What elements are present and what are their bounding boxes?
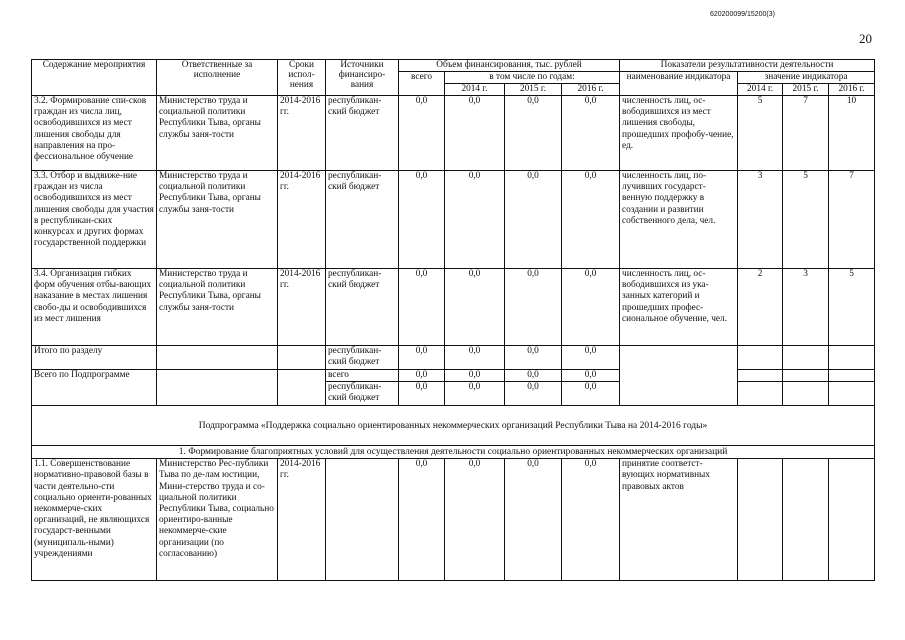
cell-v2015: 5 (783, 171, 829, 269)
cell-f2016: 0,0 (562, 382, 620, 406)
header-content: Содержание мероприятия (32, 60, 157, 96)
header-f2016: 2016 г. (562, 84, 620, 96)
cell-content: 3.2. Формирование спи-сков граждан из числа лиц, освободившихся из мест лишения свободы для направления на про-фессиональное обучение (32, 96, 157, 171)
cell-content: 1.1. Совершенствование нормативно-правовой базы в части деятельно-сти социально ориенти-рованных некоммерче-ских организаций, не являющихся государст-венными (муниципаль-ными) учреждениями (32, 459, 157, 581)
cell-v2014: 5 (738, 96, 783, 171)
header-by-year: в том числе по годам: (445, 72, 620, 84)
cell-v2016: 5 (829, 269, 875, 346)
header-funding-group: Объем финансирования, тыс. рублей (399, 60, 620, 72)
header-indicator-name: наименование индикатора (620, 72, 738, 96)
cell-f2014: 0,0 (445, 96, 505, 171)
cell-f2015: 0,0 (505, 269, 562, 346)
section-total-row (32, 346, 875, 370)
cell-f2016: 0,0 (562, 171, 620, 269)
cell-v2016: 10 (829, 96, 875, 171)
cell-source: республикан-ский бюджет (326, 346, 399, 370)
cell-total: 0,0 (399, 459, 445, 581)
cell-terms: 2014-2016 гг. (278, 459, 326, 581)
header-total: всего (399, 72, 445, 96)
cell-indicator: численность лиц, ос-вободившихся из ука-занных категорий и прошедших профес-сиональное обучение, чел. (620, 269, 738, 346)
header-f2014: 2014 г. (445, 84, 505, 96)
task-title-row (32, 446, 875, 459)
header-f2015: 2015 г. (505, 84, 562, 96)
cell-f2016: 0,0 (562, 346, 620, 370)
cell-f2016: 0,0 (562, 96, 620, 171)
header-indicator-value: значение индикатора (738, 72, 875, 84)
cell-f2016: 0,0 (562, 459, 620, 581)
cell-terms: 2014-2016 гг. (278, 96, 326, 171)
cell-v2016: 7 (829, 171, 875, 269)
cell-indicator: численность лиц, ос-вободившихся из мест лишения свободы, прошедших профобу-чение, ед. (620, 96, 738, 171)
header-responsible: Ответственные за исполнение (157, 60, 278, 96)
cell-f2014: 0,0 (445, 269, 505, 346)
cell-source: республикан-ский бюджет (326, 171, 399, 269)
cell-v2014: 2 (738, 269, 783, 346)
header-indicators-group: Показатели результативности деятельности (620, 60, 875, 72)
cell-f2015: 0,0 (505, 459, 562, 581)
subprogram-title-row (32, 406, 875, 446)
header-v2015: 2015 г. (783, 84, 829, 96)
cell-responsible: Министерство труда и социальной политики Республики Тыва, органы службы заня-тости (157, 269, 278, 346)
cell-v2015 (783, 459, 829, 581)
table-row (32, 269, 875, 346)
cell-total: 0,0 (399, 269, 445, 346)
program-table (31, 59, 875, 581)
cell-v2014: 3 (738, 171, 783, 269)
table-row (32, 96, 875, 171)
cell-f2014: 0,0 (445, 459, 505, 581)
cell-v2015: 7 (783, 96, 829, 171)
header-terms: Сроки испол-нения (278, 60, 326, 96)
cell-responsible: Министерство Рес-публики Тыва по де-лам юстиции, Мини-стерство труда и со-циальной политики Республики Тыва, социально ориентиро-ванные некоммерче-ские организации (по согласованию) (157, 459, 278, 581)
cell-responsible: Министерство труда и социальной политики Республики Тыва, органы службы заня-тости (157, 171, 278, 269)
header-sources: Источники финансиро-вания (326, 60, 399, 96)
cell-f2014: 0,0 (445, 171, 505, 269)
cell-f2014: 0,0 (445, 382, 505, 406)
page-number: 20 (859, 31, 872, 46)
cell-total: 0,0 (399, 346, 445, 370)
cell-f2015: 0,0 (505, 382, 562, 406)
cell-total: 0,0 (399, 96, 445, 171)
cell-total: 0,0 (399, 382, 445, 406)
cell-f2016: 0,0 (562, 269, 620, 346)
cell-f2015: 0,0 (505, 96, 562, 171)
table-row (32, 459, 875, 581)
cell-content: 3.4. Организация гибких форм обучения отбы-вающих наказание в местах лишения свобо-ды и освободившихся из мест лишения (32, 269, 157, 346)
cell-total: 0,0 (399, 171, 445, 269)
table-row (32, 171, 875, 269)
cell-f2015: 0,0 (505, 171, 562, 269)
cell-total: 0,0 (399, 370, 445, 382)
document-code: 620200099/15200(3) (709, 11, 775, 18)
header-v2016: 2016 г. (829, 84, 875, 96)
cell-v2016 (829, 459, 875, 581)
cell-source (326, 459, 399, 581)
task-title: 1. Формирование благоприятных условий для осуществления деятельности социально ориентированных некоммерческих организаций (32, 446, 875, 459)
cell-f2016: 0,0 (562, 370, 620, 382)
cell-f2014: 0,0 (445, 370, 505, 382)
cell-v2014 (738, 459, 783, 581)
header-row-1 (32, 60, 875, 72)
program-total-row (32, 370, 875, 382)
cell-indicator: принятие соответст-вующих нормативных правовых актов (620, 459, 738, 581)
cell-content: 3.3. Отбор и выдвиже-ние граждан из числа освободившихся из мест лишения свободы для участия в республикан-ских конкурсах и других формах государственной поддержки (32, 171, 157, 269)
program-total-label: Всего по Подпрограмме (32, 370, 157, 406)
cell-source: республикан-ский бюджет (326, 269, 399, 346)
cell-source: республикан-ский бюджет (326, 382, 399, 406)
cell-terms: 2014-2016 гг. (278, 269, 326, 346)
cell-source: республикан-ский бюджет (326, 96, 399, 171)
subprogram-title: Подпрограмма «Поддержка социально ориентированных некоммерческих организаций Республики Тыва на 2014-2016 годы» (32, 406, 875, 446)
cell-indicator: численность лиц, по-лучивших государст-венную поддержку в создании и развитии собственного дела, чел. (620, 171, 738, 269)
header-v2014: 2014 г. (738, 84, 783, 96)
section-total-label: Итого по разделу (32, 346, 157, 370)
cell-responsible: Министерство труда и социальной политики Республики Тыва, органы службы заня-тости (157, 96, 278, 171)
cell-f2015: 0,0 (505, 346, 562, 370)
cell-f2015: 0,0 (505, 370, 562, 382)
cell-terms: 2014-2016 гг. (278, 171, 326, 269)
cell-v2015: 3 (783, 269, 829, 346)
cell-f2014: 0,0 (445, 346, 505, 370)
cell-source: всего (326, 370, 399, 382)
